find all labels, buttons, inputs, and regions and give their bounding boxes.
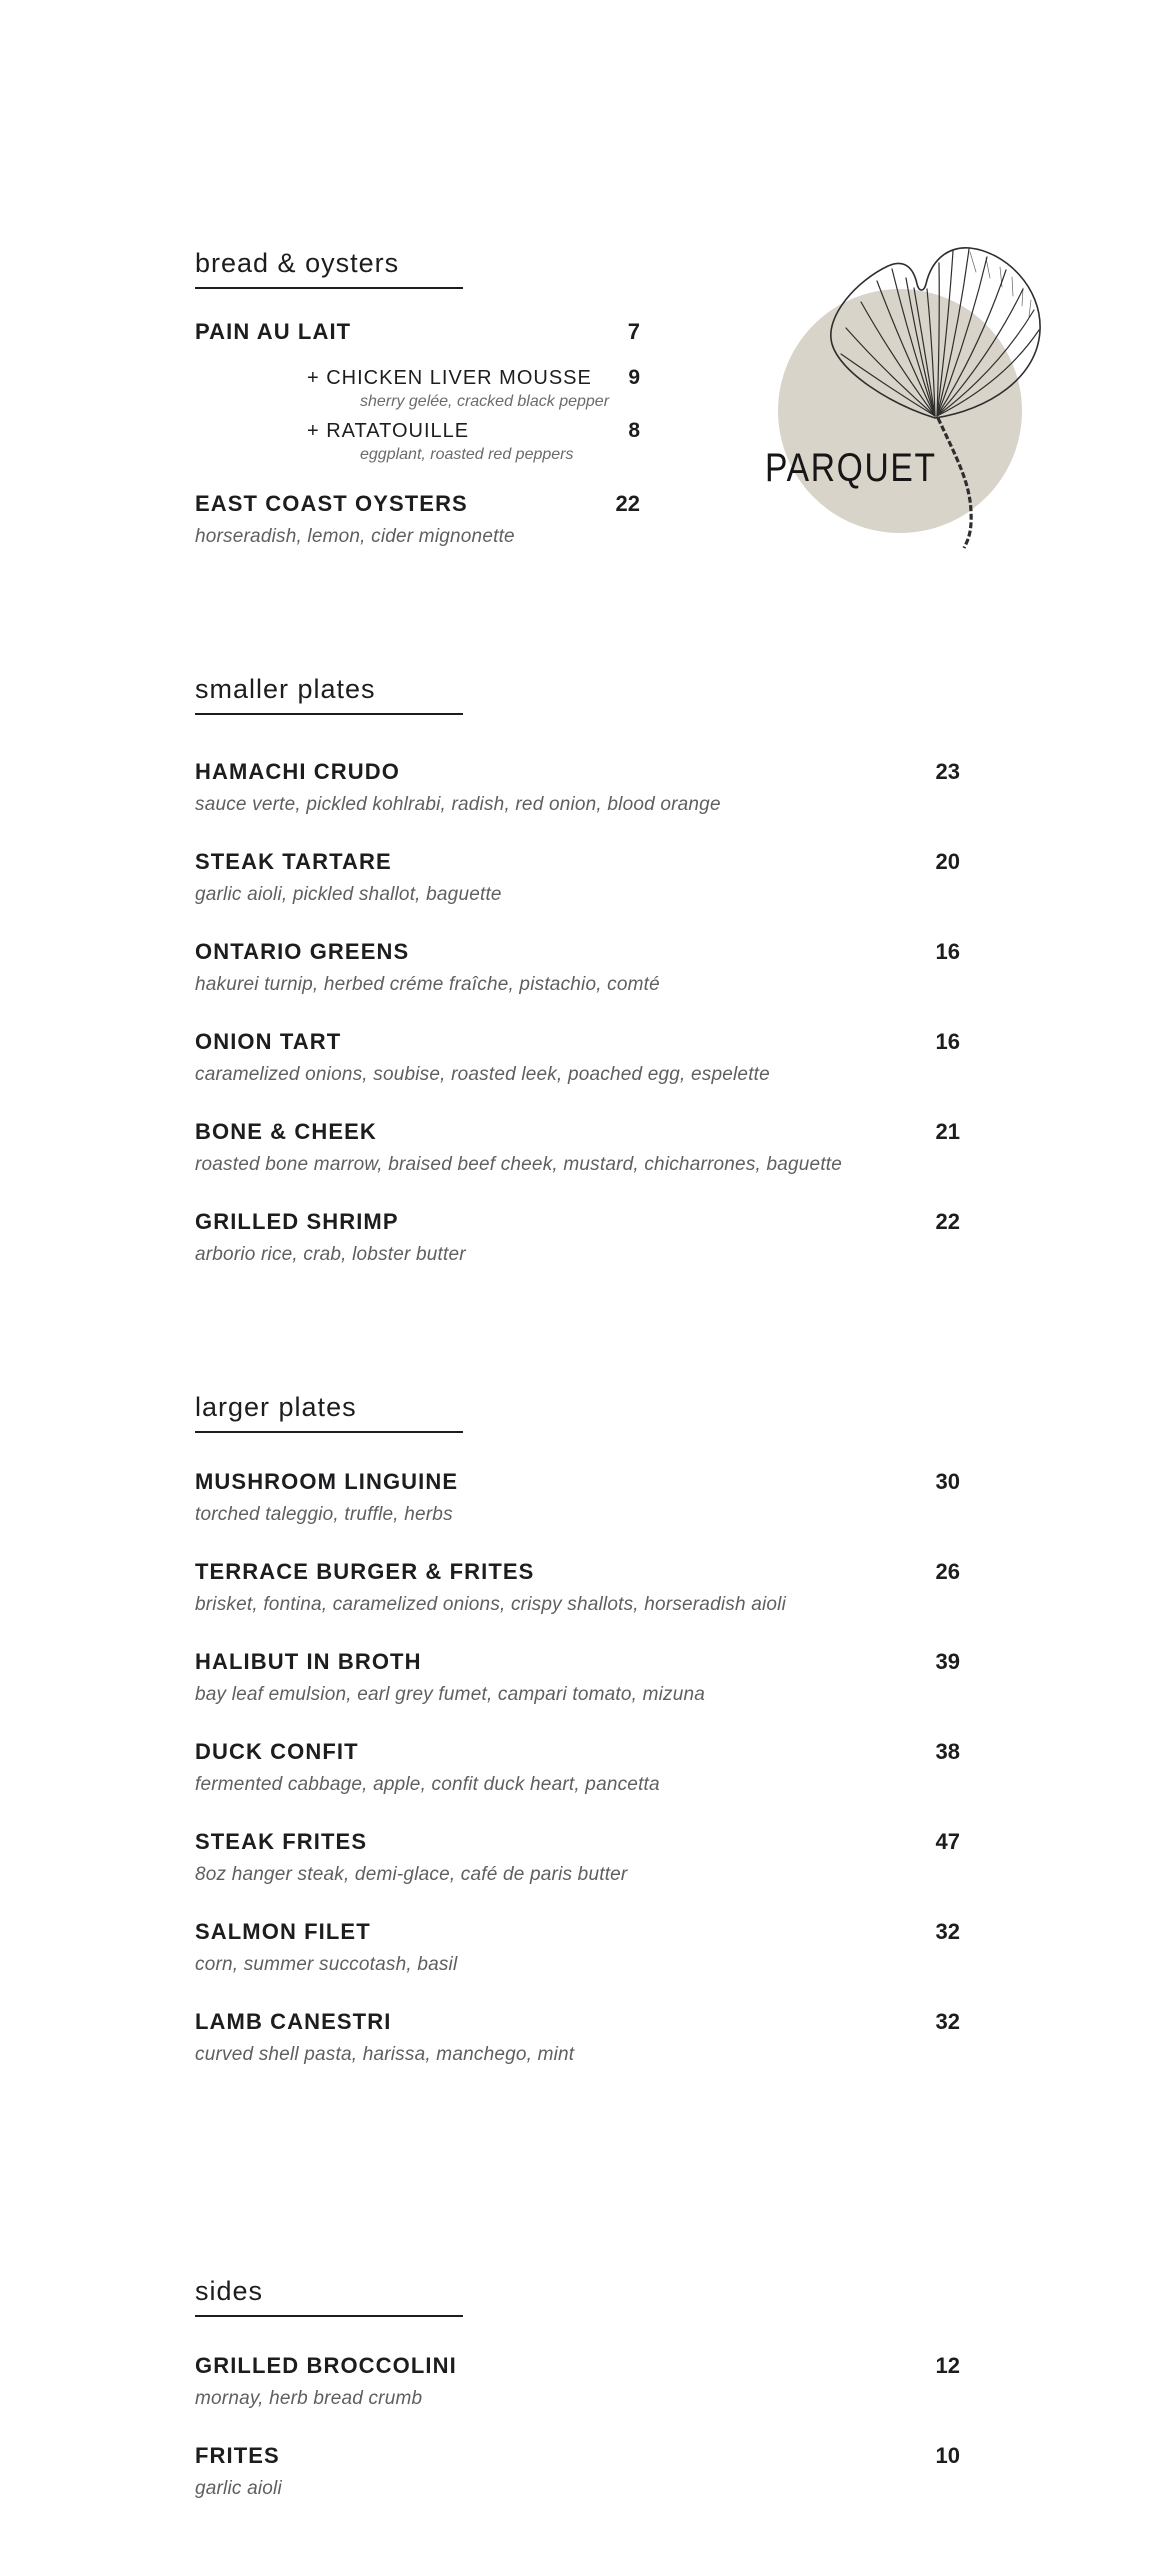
item-name: MUSHROOM LINGUINE — [195, 1469, 459, 1494]
item-name: PAIN AU LAIT — [195, 319, 352, 344]
item-name: STEAK FRITES — [195, 1829, 368, 1854]
item-description: arborio rice, crab, lobster butter — [195, 1244, 466, 1265]
menu-item — [195, 319, 640, 345]
menu-item — [195, 1559, 960, 1616]
item-description: hakurei turnip, herbed créme fraîche, pistachio, comté — [195, 974, 660, 995]
item-name: + CHICKEN LIVER MOUSSE — [307, 367, 592, 389]
menu-item — [195, 1029, 960, 1086]
item-price: 7 — [627, 319, 640, 344]
section-title: larger plates — [195, 1392, 357, 1422]
item-description: caramelized onions, soubise, roasted leek, poached egg, espelette — [195, 1064, 770, 1085]
item-price: 16 — [935, 1029, 960, 1054]
item-description: garlic aioli, pickled shallot, baguette — [195, 884, 502, 905]
section-title: smaller plates — [195, 674, 376, 704]
menu-item — [195, 1829, 960, 1886]
section-smaller-plates — [195, 672, 960, 1266]
menu-item — [195, 1469, 960, 1526]
item-name: GRILLED SHRIMP — [195, 1209, 399, 1234]
section-title: sides — [195, 2276, 264, 2306]
section-underline — [195, 1431, 463, 1433]
item-name: SALMON FILET — [195, 1919, 371, 1944]
item-name: BONE & CHEEK — [195, 1119, 377, 1144]
menu-item — [195, 849, 960, 906]
menu-item — [195, 1119, 960, 1176]
item-name: HAMACHI CRUDO — [195, 759, 400, 784]
item-name: HALIBUT IN BROTH — [195, 1649, 422, 1674]
item-description: mornay, herb bread crumb — [195, 2388, 423, 2409]
item-name: DUCK CONFIT — [195, 1739, 359, 1764]
item-description: sherry gelée, cracked black pepper — [360, 393, 610, 410]
item-name: + RATATOUILLE — [307, 420, 470, 442]
section-sides — [195, 2274, 960, 2500]
item-name: FRITES — [195, 2443, 280, 2468]
item-price: 38 — [935, 1739, 960, 1764]
menu-item — [195, 939, 960, 996]
item-description: sauce verte, pickled kohlrabi, radish, red onion, blood orange — [195, 794, 721, 815]
item-name: STEAK TARTARE — [195, 849, 392, 874]
item-description: 8oz hanger steak, demi-glace, café de paris butter — [195, 1864, 628, 1885]
item-description: curved shell pasta, harissa, manchego, mint — [195, 2044, 575, 2065]
item-name: ONTARIO GREENS — [195, 939, 410, 964]
item-description: brisket, fontina, caramelized onions, crispy shallots, horseradish aioli — [195, 1594, 787, 1615]
item-description: roasted bone marrow, braised beef cheek, mustard, chicharrones, baguette — [195, 1154, 843, 1175]
item-price: 22 — [935, 1209, 960, 1234]
menu-item — [195, 759, 960, 816]
section-underline — [195, 713, 463, 715]
item-description: fermented cabbage, apple, confit duck heart, pancetta — [195, 1774, 660, 1795]
logo-wordmark: PARQUET — [765, 446, 937, 490]
menu-item — [195, 2353, 960, 2410]
section-bread-oysters — [195, 246, 960, 548]
item-name: GRILLED BROCCOLINI — [195, 2353, 457, 2378]
menu-item — [195, 1649, 960, 1706]
item-price: 47 — [935, 1829, 960, 1854]
item-price: 30 — [935, 1469, 960, 1494]
item-name: TERRACE BURGER & FRITES — [195, 1559, 535, 1584]
item-description: corn, summer succotash, basil — [195, 1954, 458, 1975]
item-name: LAMB CANESTRI — [195, 2009, 392, 2034]
section-underline — [195, 2315, 463, 2317]
item-price: 32 — [935, 1919, 960, 1944]
item-price: 32 — [935, 2009, 960, 2034]
menu-item — [195, 1919, 960, 1976]
item-description: eggplant, roasted red peppers — [360, 446, 574, 463]
item-price: 22 — [615, 491, 640, 516]
menu-item — [195, 1739, 960, 1796]
item-description: torched taleggio, truffle, herbs — [195, 1504, 453, 1525]
menu-sub-item — [195, 419, 960, 464]
item-description: garlic aioli — [195, 2478, 282, 2499]
item-description: horseradish, lemon, cider mignonette — [195, 526, 515, 547]
section-larger-plates — [195, 1390, 960, 2066]
item-price: 16 — [935, 939, 960, 964]
section-title: bread & oysters — [195, 248, 400, 278]
item-name: EAST COAST OYSTERS — [195, 491, 468, 516]
item-price: 21 — [935, 1119, 960, 1144]
item-price: 9 — [628, 366, 640, 389]
item-price: 20 — [935, 849, 960, 874]
menu-item — [195, 491, 960, 548]
item-description: bay leaf emulsion, earl grey fumet, campari tomato, mizuna — [195, 1684, 706, 1705]
menu-item — [195, 1209, 960, 1266]
section-underline — [195, 287, 463, 289]
item-price: 39 — [935, 1649, 960, 1674]
item-price: 12 — [935, 2353, 960, 2378]
item-price: 8 — [628, 419, 640, 442]
item-name: ONION TART — [195, 1029, 342, 1054]
menu-sub-item — [195, 366, 960, 411]
item-price: 23 — [935, 759, 960, 784]
item-price: 10 — [935, 2443, 960, 2468]
menu-item — [195, 2443, 960, 2500]
menu-item — [195, 2009, 960, 2066]
item-price: 26 — [935, 1559, 960, 1584]
